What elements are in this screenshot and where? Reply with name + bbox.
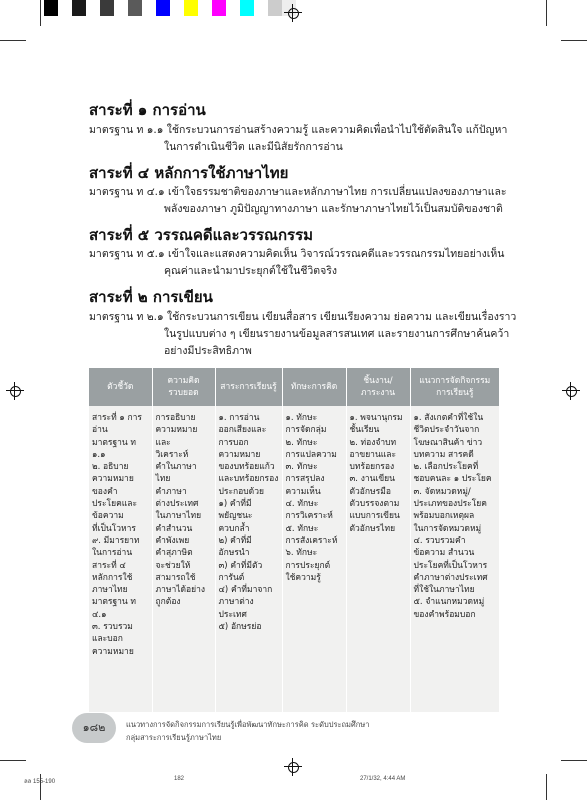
header-tasks: ชิ้นงาน/ ภาระงาน — [346, 368, 410, 406]
cell-tasks: ๑. พจนานุกรม ชั้นเรียน ๒. ท่องจำบท อาขยานและ บทร้อยกรอง ๓. งานเขียน ตัวอักษรมือ ตัวบรรจงตาม แบบการเขียน ตัวอักษรไทย — [346, 406, 410, 712]
color-swatch — [170, 0, 184, 16]
color-swatch — [268, 0, 282, 16]
header-thinking-skills: ทักษะการคิด — [282, 368, 346, 406]
crop-mark — [546, 774, 547, 800]
registration-mark-icon — [284, 4, 302, 22]
standard-line: มาตรฐาน ท ๔.๑ เข้าใจธรรมชาติของภาษาและหลักภาษาไทย การเปลี่ยนแปลงของภาษาและ — [89, 186, 507, 198]
standard-line: มาตรฐาน ท ๕.๑ เข้าใจและแสดงความคิดเห็น วิจารณ์วรรณคดีและวรรณกรรมไทยอย่างเห็น — [89, 248, 505, 260]
header-activities: แนวการจัดกิจกรรม การเรียนรู้ — [410, 368, 499, 406]
color-swatch — [198, 0, 212, 16]
standard-line: มาตรฐาน ท ๒.๑ ใช้กระบวนการเขียน เขียนสื่อสาร เขียนเรียงความ ย่อความ และเขียนเรื่องราว — [89, 311, 517, 323]
table-header-row — [89, 368, 499, 406]
color-swatch — [72, 0, 86, 16]
color-swatch — [86, 0, 100, 16]
section-heading-writing: สาระที่ ๒ การเขียน — [89, 288, 213, 306]
color-swatch — [128, 0, 142, 16]
header-concept: ความคิด รวบยอด — [152, 368, 215, 406]
color-swatch — [226, 0, 240, 16]
slug-file: ลล 155-190 — [24, 779, 56, 785]
registration-mark-icon — [6, 382, 24, 400]
section-heading-thai-usage: สาระที่ ๔ หลักการใช้ภาษาไทย — [89, 164, 289, 182]
standard-line: คุณค่าและนำมาประยุกต์ใช้ในชีวิตจริง — [164, 265, 338, 277]
cell-activities: ๑. สังเกตคำที่ใช้ใน ชีวิตประจำวันจาก โฆษณาสินค้า ข่าว บทความ สารคดี ๒. เลือกประโยคที่ ชอบคนละ ๑ ประโยค ๓. จัดหมวดหมู่/ ประเภทของประโยค พร้อมบอกเหตุผล ในการจัดหมวดหมู่ ๔. รวบรวมคำ ข้อความ สำนวน ประโยคที่เป็นโวหาร คำภาษาต่างประเทศ ที่ใช้ในภาษาไทย ๕. จำแนกหมวดหมู่ ของคำพร้อมบอก — [410, 406, 499, 712]
crop-mark — [0, 40, 26, 41]
color-swatch — [114, 0, 128, 16]
standard-reading — [89, 122, 507, 156]
standard-line: ในรูปแบบต่าง ๆ เขียนรายงานข้อมูลสารสนเทศ และรายงานการศึกษาค้นคว้า — [164, 328, 510, 340]
color-swatch — [240, 0, 254, 16]
crop-mark — [561, 760, 587, 761]
crop-mark — [0, 760, 26, 761]
color-swatch — [58, 0, 72, 16]
section-heading-reading: สาระที่ ๑ การอ่าน — [89, 101, 206, 119]
color-swatch — [212, 0, 226, 16]
color-swatch — [156, 0, 170, 16]
cell-content: ๑. การอ่าน ออกเสียงและ การบอก ความหมาย ของบทร้อยแก้ว และบทร้อยกรอง ประกอบด้วย ๑) คำที่มี พยัญชนะ ควบกล้ำ ๒) คำที่มี อักษรนำ ๓) คำที่มีตัว การันต์ ๔) คำที่มาจาก ภาษาต่างประเทศ ๕) อักษรย่อ — [215, 406, 282, 712]
standard-line: มาตรฐาน ท ๑.๑ ใช้กระบวนการอ่านสร้างความรู้ และความคิดเพื่อนำไปใช้ตัดสินใจ แก้ปัญหา — [89, 124, 508, 136]
footer-subject: กลุ่มสาระการเรียนรู้ภาษาไทย — [126, 733, 222, 742]
slug-datetime: 27/1/32, 4:44 AM — [360, 776, 406, 782]
header-content: สาระการเรียนรู้ — [215, 368, 282, 406]
standard-literature — [89, 246, 504, 280]
section-heading-literature: สาระที่ ๕ วรรณคดีและวรรณกรรม — [89, 226, 314, 244]
registration-mark-icon — [284, 758, 302, 776]
table-row — [89, 406, 499, 712]
standard-line: พลังของภาษา ภูมิปัญญาทางภาษา และรักษาภาษาไทยไว้เป็นสมบัติของชาติ — [164, 203, 503, 215]
footer-book-title: แนวทางการจัดกิจกรรมการเรียนรู้เพื่อพัฒนาทักษะการคิด ระดับประถมศึกษา — [126, 720, 370, 729]
header-indicator: ตัวชี้วัด — [89, 368, 152, 406]
cell-indicator: สาระที่ ๑ การอ่าน มาตรฐาน ท ๑.๑ ๒. อธิบาย ความหมาย ของคำ ประโยคและ ข้อความ ที่เป็นโวหาร ๙. มีมารยาท ในการอ่าน สาระที่ ๔ หลักการใช้ ภาษาไทย มาตรฐาน ท ๔.๑ ๓. รวบรวม และบอก ความหมาย — [89, 406, 152, 712]
color-swatch — [254, 0, 268, 16]
standard-thai-usage — [89, 184, 507, 218]
standard-writing — [89, 309, 516, 360]
crop-mark — [546, 0, 547, 26]
cell-concept: การอธิบาย ความหมายและ วิเคราะห์ คำในภาษาไทย คำภาษา ต่างประเทศ ในภาษาไทย คำสำนวน คำพังเพย คำสุภาษิต จะช่วยให้ สามารถใช้ ภาษาได้อย่าง ถูกต้อง — [152, 406, 215, 712]
crop-mark — [40, 0, 41, 26]
registration-mark-icon — [562, 382, 580, 400]
standard-line: อย่างมีประสิทธิภาพ — [164, 345, 252, 357]
curriculum-table — [89, 368, 499, 712]
crop-mark — [561, 40, 587, 41]
page-number-badge: ๑๘๒ — [72, 713, 116, 743]
color-swatch — [44, 0, 58, 16]
standard-line: ในการดำเนินชีวิต และมีนิสัยรักการอ่าน — [164, 141, 343, 153]
cell-thinking-skills: ๑. ทักษะ การจัดกลุ่ม ๒. ทักษะ การแปลความ ๓. ทักษะ การสรุปลง ความเห็น ๔. ทักษะ การวิเคราะห์ ๕. ทักษะ การสังเคราะห์ ๖. ทักษะ การประยุกต์ ใช้ความรู้ — [282, 406, 346, 712]
color-swatch — [100, 0, 114, 16]
color-swatch — [184, 0, 198, 16]
slug-page: 182 — [174, 776, 185, 782]
color-swatch — [142, 0, 156, 16]
printer-color-bar — [44, 0, 296, 16]
